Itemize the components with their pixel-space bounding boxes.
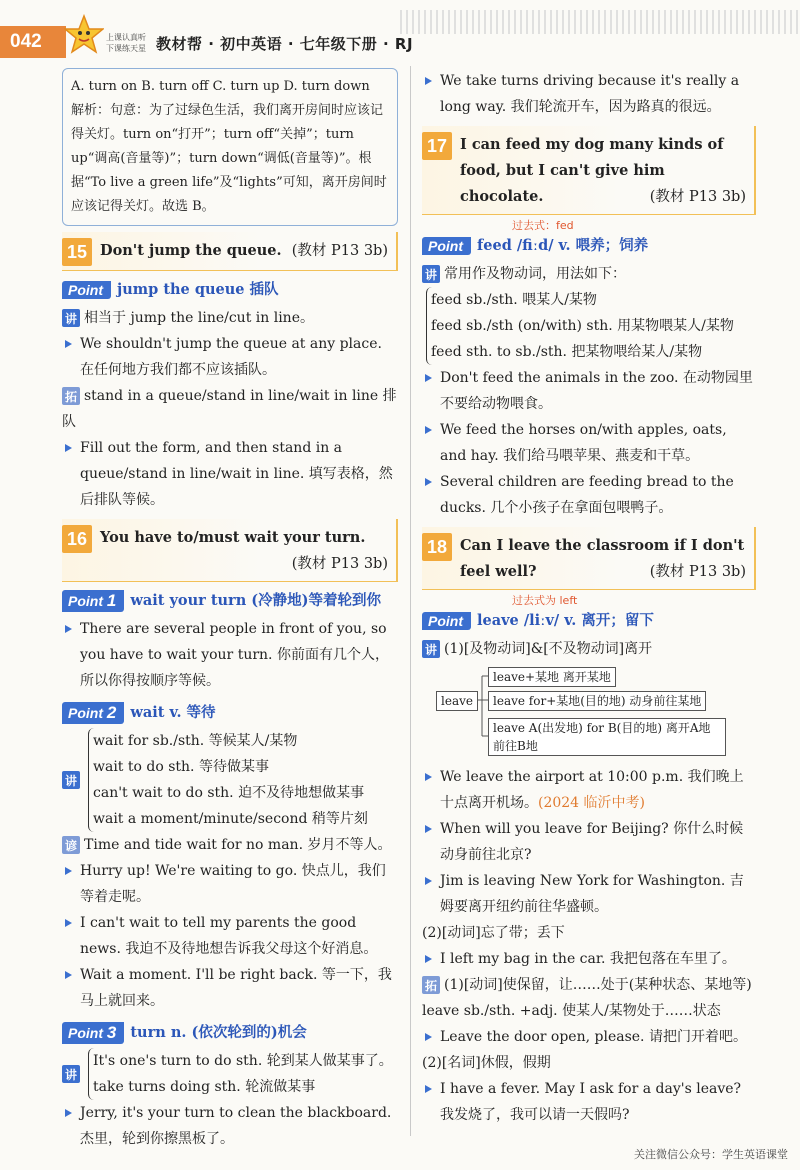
header-stripes <box>400 10 800 34</box>
point-row <box>62 277 398 303</box>
section-number: 15 <box>62 238 92 266</box>
list-item: It's one's turn to do sth. 轮到某人做某事了。 <box>93 1053 393 1069</box>
jiang-tag-icon: 讲 <box>62 309 80 327</box>
example-sentence: Leave the door open, please. 请把门开着吧。 <box>422 1024 756 1050</box>
example-sentence: We leave the airport at 10:00 p.m. 我们晚上十点离开机场。(2024 临沂中考) <box>422 764 756 816</box>
point-row <box>62 588 398 614</box>
example-sentence: Jerry, it's your turn to clean the blackboard. 杰里，轮到你擦黑板了。 <box>62 1100 398 1152</box>
diagram-root: leave <box>436 691 478 711</box>
point-badge: Point <box>422 237 471 255</box>
tuo-tag-icon: 拓 <box>422 976 440 994</box>
usage-list <box>62 1048 398 1100</box>
diagram-branch: leave+某地 离开某地 <box>488 667 616 687</box>
example-sentence: Fill out the form, and then stand in a queue/stand in line/wait in line. 填写表格，然后排队等候。 <box>62 435 398 513</box>
jiang-tag-icon: 讲 <box>422 265 440 283</box>
jiang-tag-icon: 讲 <box>62 1065 80 1083</box>
phrase-line: leave sb./sth. +adj. 使某人/某物处于……状态 <box>422 1003 721 1019</box>
point-badge: Point <box>422 612 471 630</box>
yan-tag-icon: 谚 <box>62 836 80 854</box>
diagram-branch: leave A(出发地) for B(目的地) 离开A地前往B地 <box>488 718 726 756</box>
annotation: 过去式为 left <box>512 594 578 607</box>
point-row <box>422 233 756 259</box>
point-badge: Point <box>62 281 111 299</box>
point-badge: Point 2 <box>62 702 124 724</box>
extension-line: 拓 (1)[动词]使保留，让……处于(某种状态、某地等) <box>422 972 756 998</box>
point-text: wait v. 等待 <box>130 704 216 721</box>
answer-explanation: 解析：句意：为了过绿色生活，我们离开房间时应该记得关灯。turn on“打开”；turn off“关掉”；turn up“调高(音量等)”；turn down“调低(音量等)”。根据“To live a green life”及“lights”可知，离开房间时应该记得关灯。故选 B。 <box>71 103 387 214</box>
section-number: 16 <box>62 525 92 553</box>
list-item: feed sb./sth. 喂某人/某物 <box>431 292 597 308</box>
star-mascot-icon <box>64 14 104 54</box>
section-title: Don't jump the queue. <box>100 242 282 259</box>
column-divider <box>410 66 411 1136</box>
list-item: feed sb./sth (on/with) sth. 用某物喂某人/某物 <box>431 318 734 334</box>
section-title: You have to/must wait your turn. <box>100 529 366 546</box>
page-header <box>0 0 800 62</box>
list-item: can't wait to do sth. 迫不及待地想做某事 <box>93 785 365 801</box>
textbook-ref: (教材 P13 3b) <box>291 556 388 572</box>
section-16-heading <box>62 519 398 582</box>
point-text: leave /liːv/ v. 离开；留下 <box>477 612 654 629</box>
section-15-heading <box>62 232 398 271</box>
right-column <box>422 68 756 1128</box>
answer-options: A. turn on B. turn off C. turn up D. turn down <box>71 79 370 94</box>
point-row <box>62 700 398 726</box>
textbook-ref: (教材 P13 3b) <box>649 189 746 205</box>
section-number: 17 <box>422 132 452 160</box>
point-text: feed /fiːd/ v. 喂养；饲养 <box>477 237 649 254</box>
footer-note: 关注微信公众号：学生英语课堂 <box>634 1148 788 1161</box>
exam-source: (2024 临沂中考) <box>538 795 646 811</box>
example-sentence: Several children are feeding bread to the ducks. 几个小孩子在拿面包喂鸭子。 <box>422 469 756 521</box>
point-row <box>62 1020 398 1046</box>
list-item: wait a moment/minute/second 稍等片刻 <box>93 811 368 827</box>
example-sentence: We shouldn't jump the queue at any place. 在任何地方我们都不应该插队。 <box>62 331 398 383</box>
slogan: 上课认真听 下课练天星 <box>106 33 146 53</box>
list-item: wait for sb./sth. 等候某人/某物 <box>93 733 298 749</box>
answer-box <box>62 68 398 226</box>
usage-list <box>62 728 398 832</box>
example-sentence: Jim is leaving New York for Washington. 吉姆要离开纽约前往华盛顿。 <box>422 868 756 920</box>
point-badge: Point 1 <box>62 590 124 612</box>
example-sentence: We feed the horses on/with apples, oats, and hay. 我们给马喂苹果、燕麦和干草。 <box>422 417 756 469</box>
annotation: 过去式：fed <box>512 219 574 232</box>
extension-line: 拓 stand in a queue/stand in line/wait in line 排队 <box>62 388 397 430</box>
example-sentence: Wait a moment. I'll be right back. 等一下，我马上就回来。 <box>62 962 398 1014</box>
example-sentence: Hurry up! We're waiting to go. 快点儿，我们等着走呢。 <box>62 858 398 910</box>
explanation-line: 讲 相当于 jump the line/cut in line。 <box>62 305 398 331</box>
point-row <box>422 608 756 634</box>
tuo-tag-icon: 拓 <box>62 387 80 405</box>
list-item: feed sth. to sb./sth. 把某物喂给某人/某物 <box>431 344 703 360</box>
list-item: wait to do sth. 等待做某事 <box>93 759 269 775</box>
point-badge: Point 3 <box>62 1022 124 1044</box>
section-number: 18 <box>422 533 452 561</box>
leave-usage-diagram <box>422 666 756 758</box>
example-sentence: When will you leave for Beijing? 你什么时候动身前往北京? <box>422 816 756 868</box>
example-sentence: I can't wait to tell my parents the good news. 我迫不及待地想告诉我父母这个好消息。 <box>62 910 398 962</box>
textbook-ref: (教材 P13 3b) <box>649 564 746 580</box>
diagram-branch: leave for+某地(目的地) 动身前往某地 <box>488 691 706 711</box>
section-18-heading <box>422 527 756 590</box>
section-title: Can I leave the classroom if I don't feel well? <box>460 537 745 580</box>
example-sentence: We take turns driving because it's really a long way. 我们轮流开车，因为路真的很远。 <box>422 68 756 120</box>
jiang-tag-icon: 讲 <box>62 771 80 789</box>
textbook-ref: (教材 P13 3b) <box>291 243 388 259</box>
point-text: wait your turn (冷静地)等着轮到你 <box>130 592 382 609</box>
example-sentence: I left my bag in the car. 我把包落在车里了。 <box>422 946 756 972</box>
example-sentence: There are several people in front of you, so you have to wait your turn. 你前面有几个人，所以你得按顺序等候。 <box>62 616 398 694</box>
point-text: turn n. (依次轮到的)机会 <box>130 1024 307 1041</box>
example-sentence: Don't feed the animals in the zoo. 在动物园里不要给动物喂食。 <box>422 365 756 417</box>
example-sentence: I have a fever. May I ask for a day's leave? 我发烧了，我可以请一天假吗? <box>422 1076 756 1128</box>
proverb-line: 谚 Time and tide wait for no man. 岁月不等人。 <box>62 832 398 858</box>
page-number: 042 <box>0 26 66 58</box>
sub-heading: (2)[名词]休假，假期 <box>422 1055 551 1071</box>
explanation-line: 讲 常用作及物动词，用法如下： <box>422 261 756 287</box>
sub-heading: (2)[动词]忘了带；丢下 <box>422 925 565 941</box>
section-17-heading <box>422 126 756 215</box>
jiang-tag-icon: 讲 <box>422 640 440 658</box>
explanation-line: 讲 (1)[及物动词]&[不及物动词]离开 <box>422 636 756 662</box>
list-item: take turns doing sth. 轮流做某事 <box>93 1079 316 1095</box>
usage-list <box>426 287 756 365</box>
left-column <box>62 68 398 1152</box>
point-text: jump the queue 插队 <box>117 281 279 298</box>
section-title: I can feed my dog many kinds of food, but I can't give him chocolate. <box>460 136 724 205</box>
book-title: 教材帮 · 初中英语 · 七年级下册 · RJ <box>156 35 414 53</box>
